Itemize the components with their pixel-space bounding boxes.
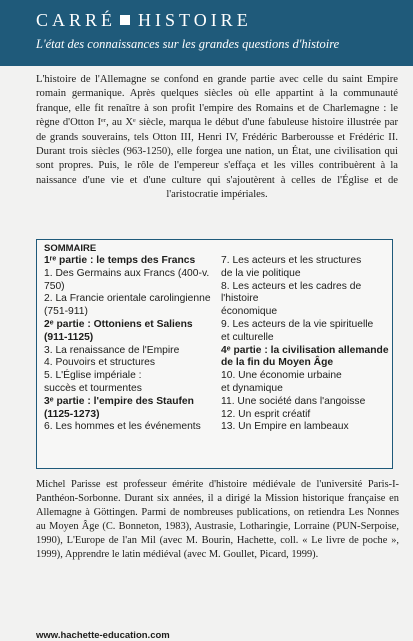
- toc-column-right: [221, 255, 393, 434]
- toc-entry: (751-911): [44, 306, 88, 318]
- toc-entry: 13. Un Empire en lambeaux: [221, 421, 349, 433]
- toc-part-heading: (911-1125): [44, 331, 94, 343]
- square-icon: [120, 15, 130, 25]
- toc-entry: 3. La renaissance de l'Empire: [44, 344, 180, 356]
- toc-entry: 4. Pouvoirs et structures: [44, 357, 156, 369]
- toc-part-heading: 1ʳᵉ partie : le temps des Francs: [44, 255, 196, 266]
- toc-entry: et culturelle: [221, 331, 274, 343]
- toc-entry: 9. Les acteurs de la vie spirituelle: [221, 318, 374, 330]
- toc-part-heading: 4ᵉ partie : la civilisation allemande: [221, 344, 389, 356]
- toc-part-heading: 2ᵉ partie : Ottoniens et Saliens: [44, 318, 193, 330]
- toc-entry: 11. Une société dans l'angoisse: [221, 395, 366, 407]
- author-bio: Michel Parisse est professeur émérite d'histoire médiévale de l'université Paris-I-Panthéon-Sorbonne. Durant six années, il a dirigé la Mission historique française en Allemagne à Göttingen. Parmi de nombreuses publications, on retiendra Les Nonnes au Moyen Âge (C. Bonneton, 1983), Austrasie, Lotharingie, Lorraine (PUN-Serpoise, 1990), L'Europe de l'an Mil (avec M. Bourin, Hachette, coll. « Le livre de poche », 1999), Apprendre le latin médiéval (avec M. Goullet, Picard, 1999).: [36, 479, 399, 561]
- toc-entry: 1. Des Germains aux Francs (400-v. 750): [44, 267, 210, 292]
- toc-entry: économique: [221, 306, 278, 318]
- series-name-left: CARRÉ: [36, 10, 117, 30]
- toc-entry: 8. Les acteurs et les cadres de l'histoire: [221, 280, 362, 305]
- series-name: [36, 10, 252, 31]
- series-name-right: HISTOIRE: [138, 10, 252, 30]
- intro-paragraph: L'histoire de l'Allemagne se confond en grande partie avec celle du saint Empire romain germanique. Après quelques siècles où elle appartint à la communauté franque, elle fit renaître à son profit l'empire des Romains et de Charlemagne : le règne d'Otton Iᵉʳ, au Xᵉ siècle, marqua le début d'une fabuleuse histoire illustrée par de grands souverains, tels Otton III, Henri IV, Frédéric Barberousse et Frédéric II. Durant trois siècles (963-1250), elle forgea une nation, un État, une civilisation qui sont propres. Puis, le rôle de l'empereur s'effaça et les villes contribuèrent à la naissance d'une vie et d'une culture qui s'ajoutèrent à celles de l'Église et de l'aristocratie impériales.: [36, 74, 398, 201]
- toc-column-left: [44, 255, 214, 434]
- toc-entry: 6. Les hommes et les événements: [44, 421, 201, 433]
- toc-entry: 5. L'Église impériale :: [44, 370, 142, 382]
- toc-part-heading: 3ᵉ partie : l'empire des Staufen: [44, 395, 194, 407]
- toc-entry: 7. Les acteurs et les structures: [221, 255, 362, 266]
- toc-entry: et dynamique: [221, 382, 283, 394]
- publisher-website: www.hachette-education.com: [36, 630, 170, 641]
- toc-entry: 12. Un esprit créatif: [221, 408, 311, 420]
- toc-part-heading: (1125-1273): [44, 408, 100, 420]
- toc-entry: 2. La Francie orientale carolingienne: [44, 293, 211, 305]
- series-subtitle: L'état des connaissances sur les grandes questions d'histoire: [36, 37, 340, 51]
- toc-title: SOMMAIRE: [44, 243, 97, 254]
- toc-entry: 10. Une économie urbaine: [221, 370, 342, 382]
- back-cover-footer: [0, 470, 413, 641]
- table-of-contents: [36, 239, 393, 469]
- toc-part-heading: de la fin du Moyen Âge: [221, 357, 334, 369]
- toc-entry: succès et tourmentes: [44, 382, 142, 394]
- toc-entry: de la vie politique: [221, 267, 301, 279]
- series-header: [0, 0, 413, 66]
